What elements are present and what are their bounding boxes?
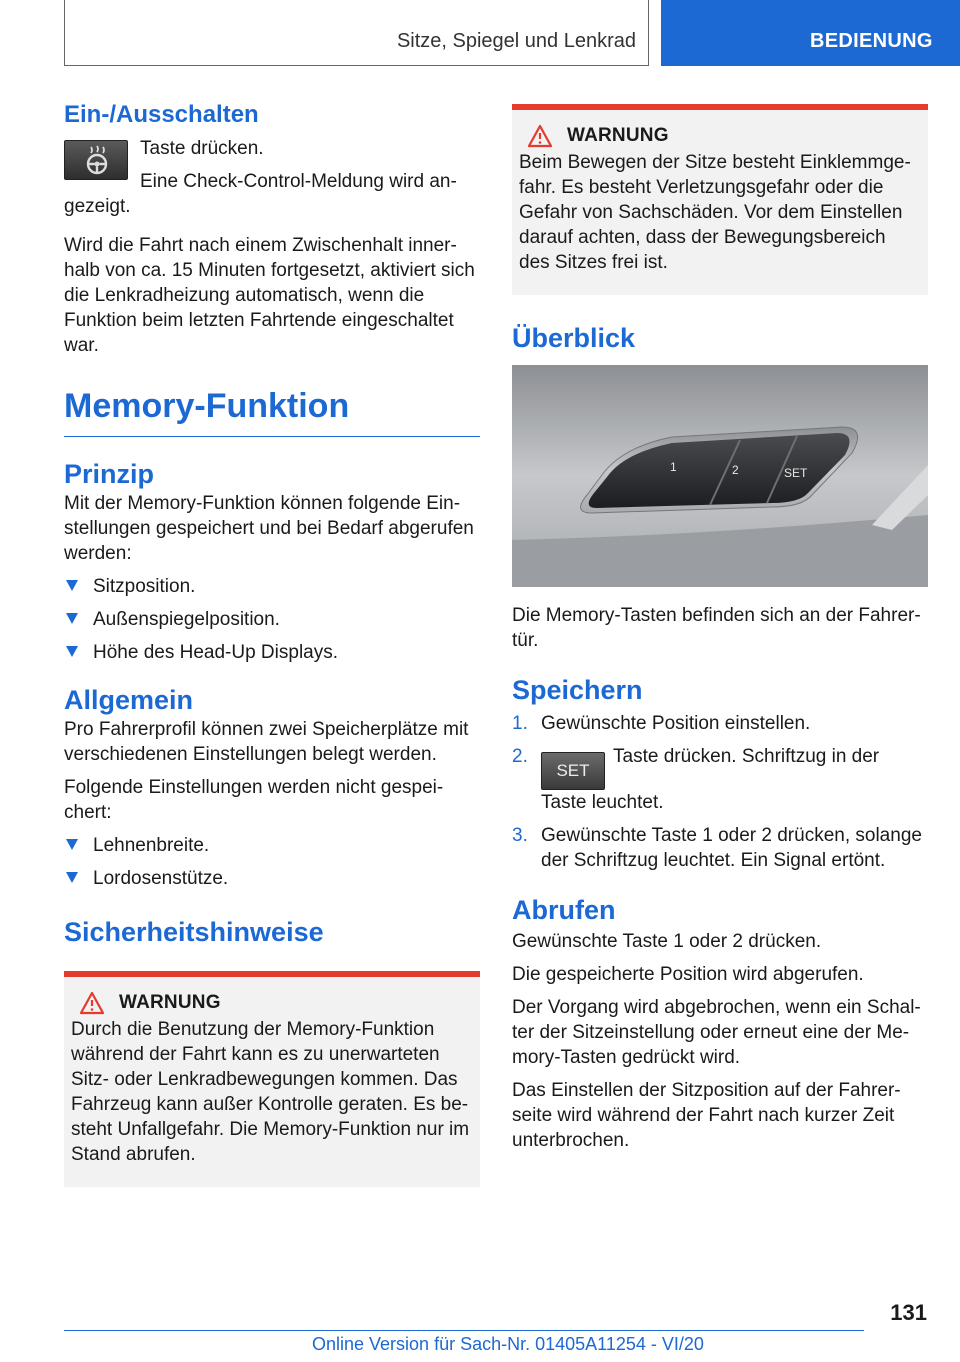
ein-aus-paragraph: Wird die Fahrt nach einem Zwischenhalt inner-halb von ca. 15 Minuten fortgesetzt, aktiviert sich die Lenkradheizung automatisch, wenn die Funktion beim letzten Fahrtende eingeschaltet war. [64, 235, 475, 356]
right-column [512, 104, 928, 1161]
triangle-bullet-icon [66, 613, 78, 624]
warning-triangle-icon [527, 124, 553, 148]
list-item: 2. SETTaste drücken. Schriftzug in der Taste leuchtet. [512, 746, 880, 813]
ueberblick-heading: Überblick [512, 323, 636, 353]
speichern-heading: Speichern [512, 675, 643, 705]
prinzip-paragraph: Mit der Memory-Funktion können folgende Ein-stellungen gespeichert und bei Bedarf abgerufen werden: [64, 493, 474, 564]
warning-title: WARNUNG [519, 124, 920, 148]
triangle-bullet-icon [66, 839, 78, 850]
header-section-box [64, 0, 649, 66]
ein-aus-step2: Eine Check-Control-Meldung wird an-gezeigt. [64, 171, 457, 217]
list-item: Außenspiegelposition. [64, 607, 480, 632]
photo-button-set-label: SET [784, 466, 808, 480]
page-number: 131 [890, 1300, 927, 1325]
allgemein-paragraph-2: Folgende Einstellungen werden nicht gespei-chert: [64, 777, 444, 823]
list-item: Lordosenstütze. [64, 866, 480, 891]
warning-title: WARNUNG [71, 991, 472, 1015]
prinzip-heading: Prinzip [64, 459, 155, 489]
warning-box-pinch [512, 104, 928, 295]
photo-button-1-label: 1 [670, 460, 677, 474]
list-item: Sitzposition. [64, 574, 480, 599]
memory-buttons-photo [512, 365, 928, 587]
abrufen-paragraph-3: Der Vorgang wird abgebrochen, wenn ein Schal-ter der Sitzeinstellung oder erneut eine der Me-mory-Tasten gedrückt wird. [512, 997, 921, 1068]
footer-divider [64, 1330, 864, 1331]
header-chapter-tab [661, 0, 960, 66]
abrufen-paragraph-4: Das Einstellen der Sitzposition auf der Fahrer-seite wird während der Fahrt nach kurzer Zeit unterbrochen. [512, 1080, 901, 1151]
abrufen-heading: Abrufen [512, 895, 616, 925]
allgemein-paragraph-1: Pro Fahrerprofil können zwei Speicherplätze mit verschiedenen Einstellungen belegt werden. [64, 719, 469, 765]
warning-box-memory [64, 971, 480, 1187]
abrufen-paragraph-1: Gewünschte Taste 1 oder 2 drücken. [512, 931, 822, 952]
footer-online-version: Online Version für Sach-Nr. 01405A11254 - VI/20 [312, 1334, 704, 1354]
triangle-bullet-icon [66, 580, 78, 591]
list-item: Lehnenbreite. [64, 833, 480, 858]
list-item: Höhe des Head-Up Displays. [64, 640, 480, 665]
allgemein-heading: Allgemein [64, 685, 194, 715]
steering-wheel-heat-icon [83, 145, 111, 175]
triangle-bullet-icon [66, 646, 78, 657]
warning-text: Durch die Benutzung der Memory-Funktion während der Fahrt kann es zu unerwarteten Sitz- oder Lenkradbewegungen kommen. Das Fahrzeug kann außer Kontrolle geraten. Es be-steht Unfallgefahr. Die Memory-Funktion nur im Stand abrufen. [71, 1019, 470, 1165]
speichern-steps [512, 711, 928, 873]
abrufen-paragraph-2: Die gespeicherte Position wird abgerufen. [512, 964, 864, 985]
sicherheitshinweise-heading: Sicherheitshinweise [64, 917, 324, 947]
photo-button-2-label: 2 [732, 463, 739, 477]
ueberblick-caption: Die Memory-Tasten befinden sich an der Fahrer-tür. [512, 605, 921, 651]
set-button-image: SET [541, 752, 605, 790]
memory-buttons-illustration [512, 365, 928, 587]
list-item: 1. Gewünschte Position einstellen. [512, 713, 811, 734]
allgemein-list [64, 833, 480, 891]
steering-heat-button-image [64, 140, 128, 180]
ein-aus-step1: Taste drücken. [140, 138, 264, 159]
heading-ein-aus: Ein-/Ausschalten [64, 101, 259, 128]
warning-text: Beim Bewegen der Sitze besteht Einklemmge-fahr. Es besteht Verletzungsgefahr oder die Gefahr von Sachschäden. Vor dem Einstellen darauf achten, dass der Bewegungsbereich des Sitzes frei ist. [519, 152, 911, 273]
header-chapter-title: BEDIENUNG [810, 30, 933, 52]
triangle-bullet-icon [66, 872, 78, 883]
left-column [64, 100, 480, 1187]
header-section-title: Sitze, Spiegel und Lenkrad [396, 30, 636, 52]
memory-function-heading: Memory-Funktion [64, 384, 480, 437]
warning-triangle-icon [79, 991, 105, 1015]
list-item: 3. Gewünschte Taste 1 oder 2 drücken, solange der Schriftzug leuchtet. Ein Signal ertönt. [512, 825, 922, 871]
ein-aus-block [64, 136, 480, 233]
prinzip-list [64, 574, 480, 665]
